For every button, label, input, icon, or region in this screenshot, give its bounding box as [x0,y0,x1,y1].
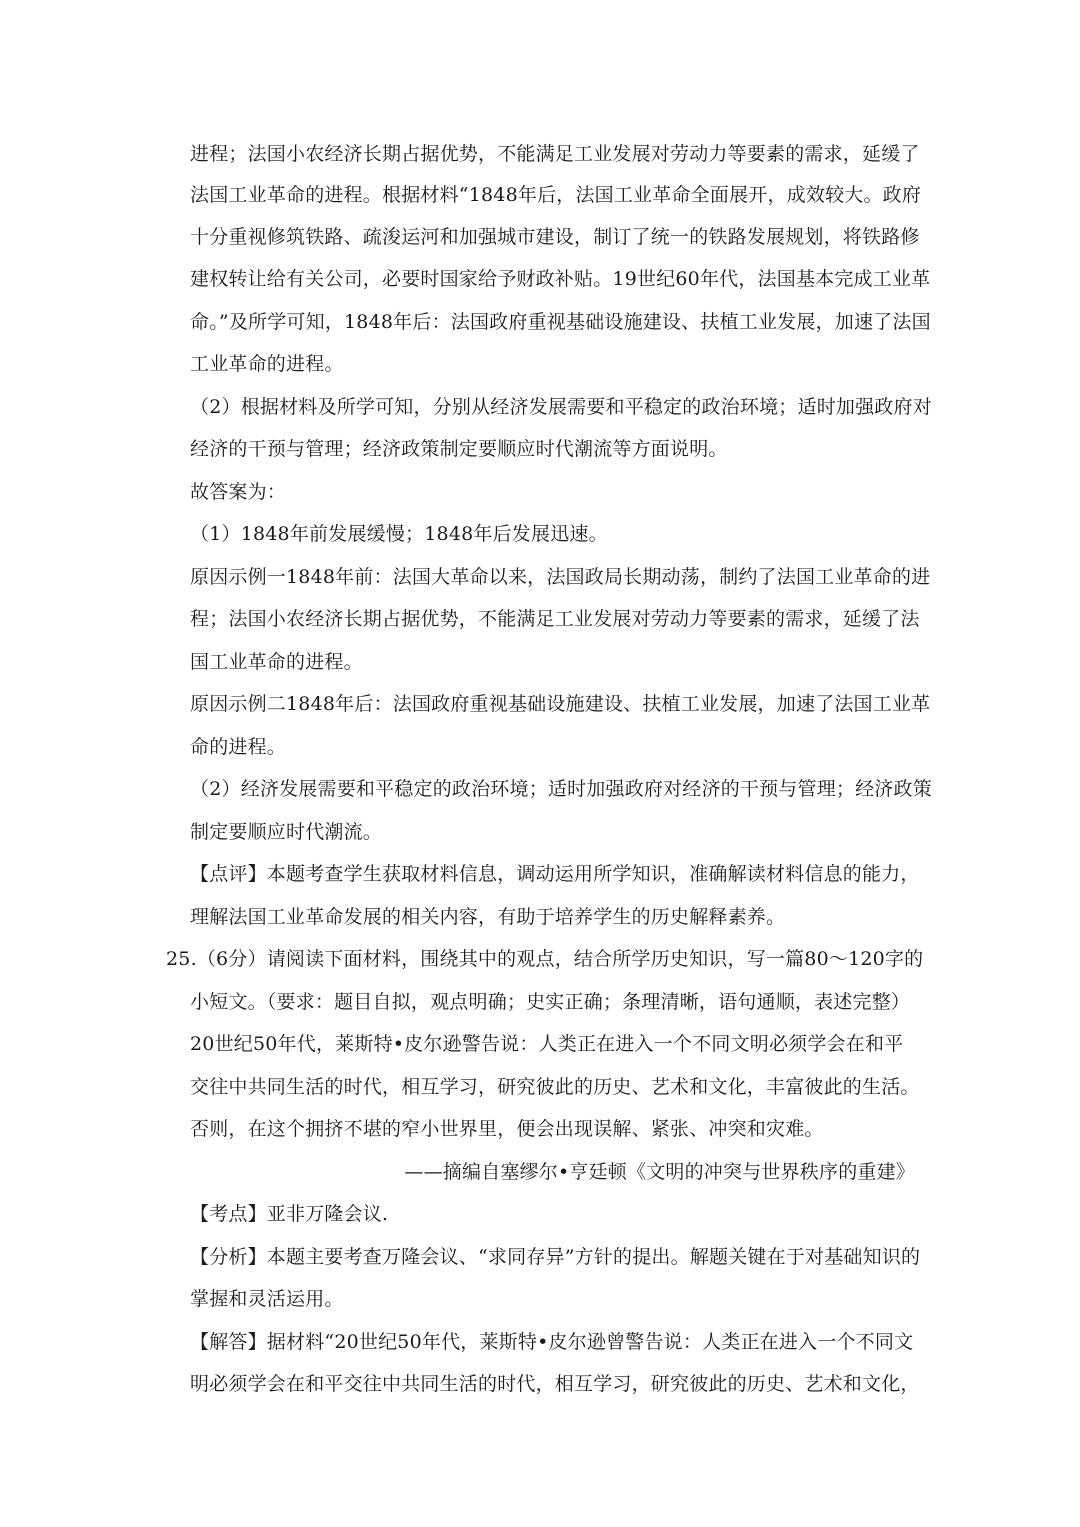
text-line: 法国工业革命的进程。根据材料“1848年后，法国工业革命全面展开，成效较大。政府 [190,184,922,206]
answer-line: 明必须学会在和平交往中共同生活的时代，相互学习，研究彼此的历史、艺术和文化， [190,1373,920,1395]
text-line: 国工业革命的进程。 [190,651,363,673]
text-line: 十分重视修筑铁路、疏浚运河和加强城市建设，制订了统一的铁路发展规划，将铁路修 [190,226,920,248]
material-source: ——摘编自塞缪尔•亨廷顿《文明的冲突与世界秩序的重建》 [404,1161,915,1183]
comment-line: 理解法国工业革命发展的相关内容，有助于培养学生的历史解释素养。 [190,906,786,928]
text-line: 工业革命的进程。 [190,353,344,375]
text-line: 原因示例一1848年前：法国大革命以来，法国政局长期动荡，制约了法国工业革命的进 [190,566,931,588]
material-line: 否则，在这个拥挤不堪的窄小世界里，便会出现误解、紧张、冲突和灾难。 [190,1118,824,1140]
text-line: （2）根据材料及所学可知，分别从经济发展需要和平稳定的政治环境；适时加强政府对 [190,396,932,418]
text-line: 经济的干预与管理；经济政策制定要顺应时代潮流等方面说明。 [190,438,728,460]
text-line: 程；法国小农经济长期占据优势，不能满足工业发展对劳动力等要素的需求，延缓了法 [190,608,920,630]
text-line: 命。”及所学可知，1848年后：法国政府重视基础设施建设、扶植工业发展，加速了法国 [190,311,931,333]
analysis-line: 【分析】本题主要考查万隆会议、“求同存异”方针的提出。解题关键在于对基础知识的 [190,1246,921,1268]
analysis-line: 掌握和灵活运用。 [190,1288,344,1310]
text-line: （2）经济发展需要和平稳定的政治环境；适时加强政府对经济的干预与管理；经济政策 [190,778,932,800]
text-line: 命的进程。 [190,736,287,758]
test-point: 【考点】亚非万隆会议. [190,1203,389,1225]
question-requirements: 小短文。（要求：题目自拟，观点明确；史实正确；条理清晰，语句通顺，表述完整） [190,991,911,1013]
answer-line: 【解答】据材料“20世纪50年代，莱斯特•皮尔逊曾警告说：人类正在进入一个不同文 [190,1331,914,1353]
text-line: 建权转让给有关公司，必要时国家给予财政补贴。19世纪60年代，法国基本完成工业革 [190,268,931,290]
text-line: 进程；法国小农经济长期占据优势，不能满足工业发展对劳动力等要素的需求，延缓了 [190,143,920,165]
text-line: 制定要顺应时代潮流。 [190,821,383,843]
text-line: 原因示例二1848年后：法国政府重视基础设施建设、扶植工业发展，加速了法国工业革 [190,693,931,715]
material-line: 交往中共同生活的时代，相互学习，研究彼此的历史、艺术和文化，丰富彼此的生活。 [190,1076,920,1098]
material-line: 20世纪50年代，莱斯特•皮尔逊警告说：人类正在进入一个不同文明必须学会在和平 [190,1033,904,1055]
text-line: 故答案为： [190,481,287,503]
text-line: （1）1848年前发展缓慢；1848年后发展迅速。 [190,523,608,545]
comment-line: 【点评】本题考查学生获取材料信息，调动运用所学知识，准确解读材料信息的能力， [190,863,920,885]
question-heading: 25.（6分）请阅读下面材料，围绕其中的观点，结合所学历史知识，写一篇80～120字的 [166,948,924,970]
